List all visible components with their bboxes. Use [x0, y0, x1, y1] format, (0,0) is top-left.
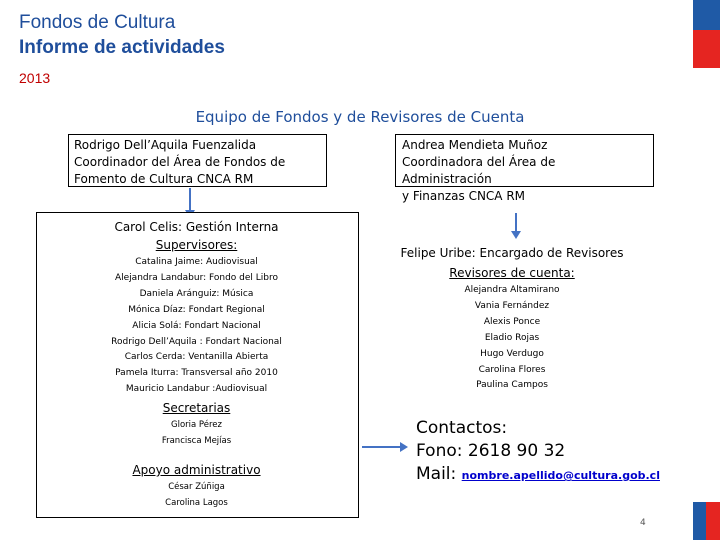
list-item: Catalina Jaime: Audiovisual	[135, 257, 258, 267]
contacts-label: Contactos:	[416, 418, 508, 438]
flag-stripe-bottom-red	[706, 502, 720, 540]
supervisors-list	[36, 255, 357, 398]
flag-stripe-blue	[693, 0, 720, 30]
list-item: Carolina Lagos	[165, 498, 228, 508]
arrow-down-left-shaft	[189, 188, 191, 212]
list-item: Mauricio Landabur :Audiovisual	[125, 384, 268, 395]
supervisors-heading: Supervisores:	[155, 238, 238, 252]
arrow-down-right-shaft	[515, 213, 517, 233]
secretaries-heading: Secretarias	[162, 401, 231, 415]
reviewers-lead: Felipe Uribe: Encargado de Revisores	[400, 246, 624, 260]
list-item: César Zúñiga	[168, 482, 225, 492]
list-item: Carlos Cerda: Ventanilla Abierta	[124, 352, 269, 363]
list-item: Alicia Solá: Fondart Nacional	[132, 320, 261, 331]
list-item: Paulina Campos	[476, 380, 548, 391]
list-item: Gloria Pérez	[171, 420, 222, 430]
list-item: Alejandra Altamirano	[464, 285, 560, 295]
list-item: Pamela Iturra: Transversal año 2010	[115, 368, 278, 379]
page-number: 4	[640, 518, 646, 528]
list-item: Eladio Rojas	[484, 332, 540, 343]
list-item: Francisca Mejías	[161, 436, 232, 446]
list-item: Alexis Ponce	[483, 316, 541, 327]
coordinator-name: Rodrigo Dell’Aquila Fuenzalida	[74, 138, 257, 152]
coordinator-role-cont: Fomento de Cultura CNCA RM	[74, 172, 254, 186]
coordinator-box-fondos	[68, 134, 327, 187]
header-title: Fondos de Cultura	[19, 12, 176, 33]
list-item: Rodrigo Dell’Aquila : Fondart Nacional	[111, 336, 282, 347]
list-item: Mónica Díaz: Fondart Regional	[128, 304, 265, 315]
arrow-down-right-head	[511, 231, 521, 239]
arrow-right-shaft	[362, 446, 402, 448]
coordinator-name: Andrea Mendieta Muñoz	[402, 138, 548, 152]
coordinator-role-cont: y Finanzas CNCA RM	[402, 189, 526, 203]
admin-list	[36, 479, 357, 511]
email-link[interactable]: nombre.apellido@cultura.gob.cl	[461, 469, 660, 482]
admin-heading: Apoyo administrativo	[132, 463, 261, 477]
secretaries-list	[36, 417, 357, 449]
list-item: Hugo Verdugo	[480, 348, 544, 359]
reviewers-list	[375, 283, 649, 394]
list-item: Carolina Flores	[478, 364, 546, 375]
flag-stripe-red	[693, 30, 720, 68]
page-title: Equipo de Fondos y de Revisores de Cuenta	[195, 108, 525, 126]
contacts-phone: Fono: 2618 90 32	[416, 441, 566, 461]
header-subtitle: Informe de actividades	[19, 37, 225, 58]
list-item: Vania Fernández	[474, 300, 550, 311]
contacts-mail-prefix: Mail:	[416, 464, 457, 484]
header-year: 2013	[19, 70, 51, 86]
list-item: Daniela Aránguiz: Música	[139, 288, 254, 299]
coordinator-role: Coordinadora del Área de Administración	[402, 155, 556, 186]
coordinator-role: Coordinador del Área de Fondos de	[74, 155, 286, 169]
team-lead: Carol Celis: Gestión Interna	[114, 220, 279, 234]
coordinator-box-admin	[395, 134, 654, 203]
arrow-right-head	[400, 442, 408, 452]
contacts-mail-row	[416, 464, 660, 484]
reviewers-heading: Revisores de cuenta:	[449, 266, 575, 280]
list-item: Alejandra Landabur: Fondo del Libro	[114, 272, 278, 283]
